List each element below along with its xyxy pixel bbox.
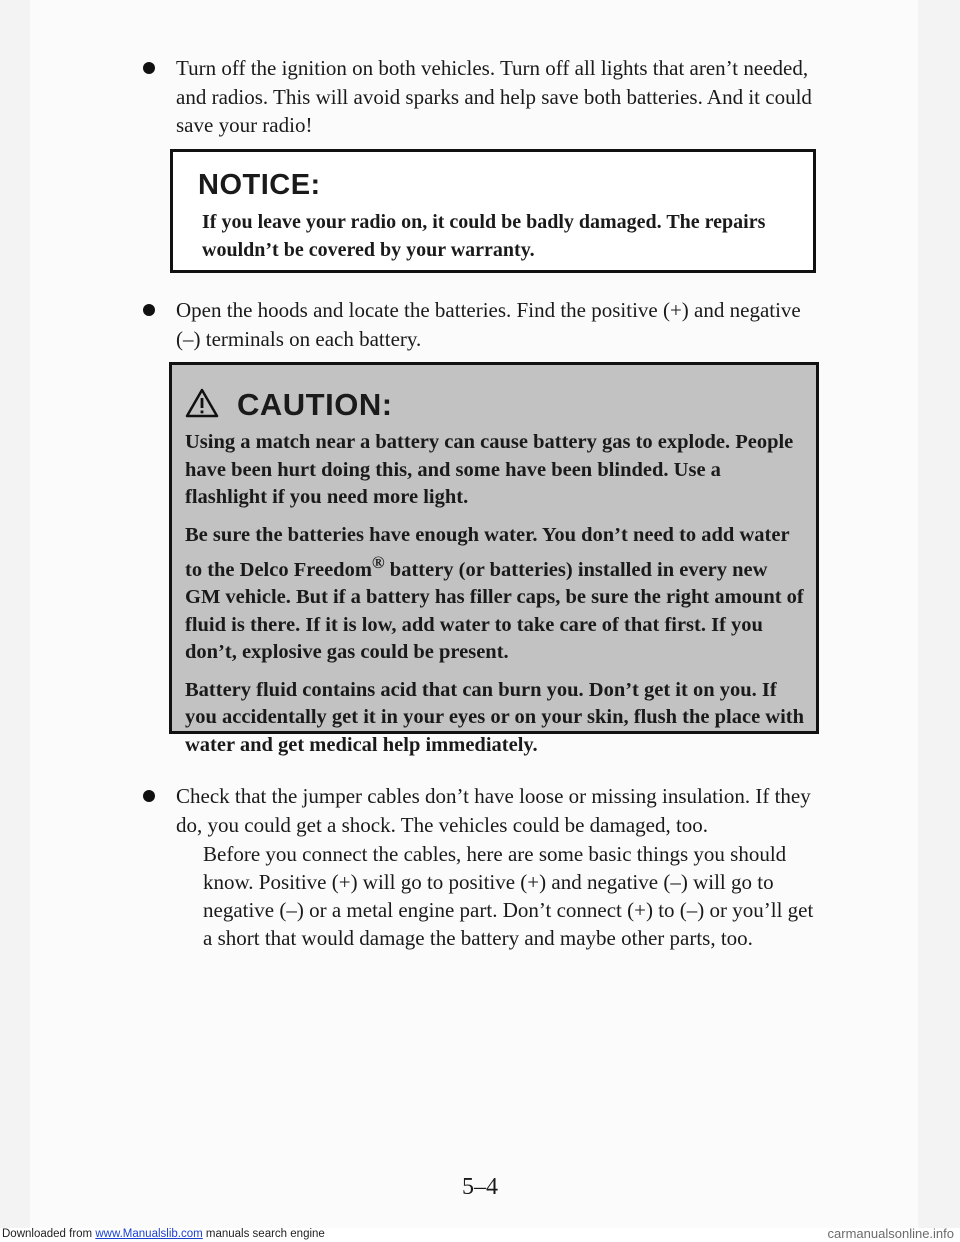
notice-body: If you leave your radio on, it could be badly damaged. The repairs wouldn’t be covered by your warranty. — [202, 211, 766, 261]
caution-paragraph: Using a match near a battery can cause battery gas to explode. People have been hurt doing this, and some have been blinded. Use a flashlight if you need more light. — [185, 431, 794, 508]
caution-header — [185, 387, 393, 423]
download-footer — [0, 1228, 960, 1242]
bullet-item-hoods — [176, 296, 826, 353]
footer-suffix: manuals search engine — [202, 1228, 325, 1240]
bullet-text: Turn off the ignition on both vehicles. Turn off all lights that aren’t needed, and radios. This will avoid sparks and help save both batteries. And it could save your radio! — [176, 56, 812, 137]
bullet-text: Check that the jumper cables don’t have loose or missing insulation. If they do, you could get a shock. The vehicles could be damaged, too. — [176, 784, 811, 837]
notice-title: NOTICE: — [198, 169, 321, 201]
page-number: 5–4 — [462, 1174, 498, 1200]
caution-body — [185, 429, 805, 769]
bullet-item-ignition — [176, 54, 826, 140]
bullet-text: Open the hoods and locate the batteries. Find the positive (+) and negative (–) terminals on each battery. — [176, 298, 801, 351]
caution-paragraph — [185, 522, 805, 667]
footer-link[interactable]: www.Manualslib.com — [95, 1228, 203, 1240]
notice-box — [170, 149, 816, 273]
body-paragraph: Before you connect the cables, here are some basic things you should know. Positive (+) will go to positive (+) and negative (–) will go to negative (–) or a metal engine part. Don’t connect (+) to (–) or you’ll get a short that would damage the battery and maybe other parts, too. — [203, 842, 814, 950]
caution-text: battery (or batteries) installed in every new GM vehicle. But if a battery has filler caps, be sure the right amount of fluid is there. If it is low, add water to take care of that first. If you don’t, explosive gas could be present. — [185, 558, 804, 664]
caution-box — [169, 362, 819, 756]
footer-source — [2, 1228, 325, 1240]
bullet-dot — [143, 304, 155, 316]
registered-mark: ® — [371, 553, 385, 572]
watermark: carmanualsonline.info — [827, 1226, 954, 1241]
bullet-dot — [143, 62, 155, 74]
caution-text: Be sure the batteries have enough water. You don’t need to add water to the Delco Freedom — [185, 523, 790, 581]
caution-paragraph: Battery fluid contains acid that can burn you. Don’t get it on you. If you accidentally get it in your eyes or on your skin, flush the place with water and get medical help immediately. — [185, 678, 805, 756]
bullet-item-cables — [176, 782, 826, 839]
footer-prefix: Downloaded from — [2, 1228, 96, 1240]
bullet-dot — [143, 790, 155, 802]
warning-triangle-icon — [185, 388, 219, 423]
caution-title: CAUTION: — [237, 387, 393, 422]
